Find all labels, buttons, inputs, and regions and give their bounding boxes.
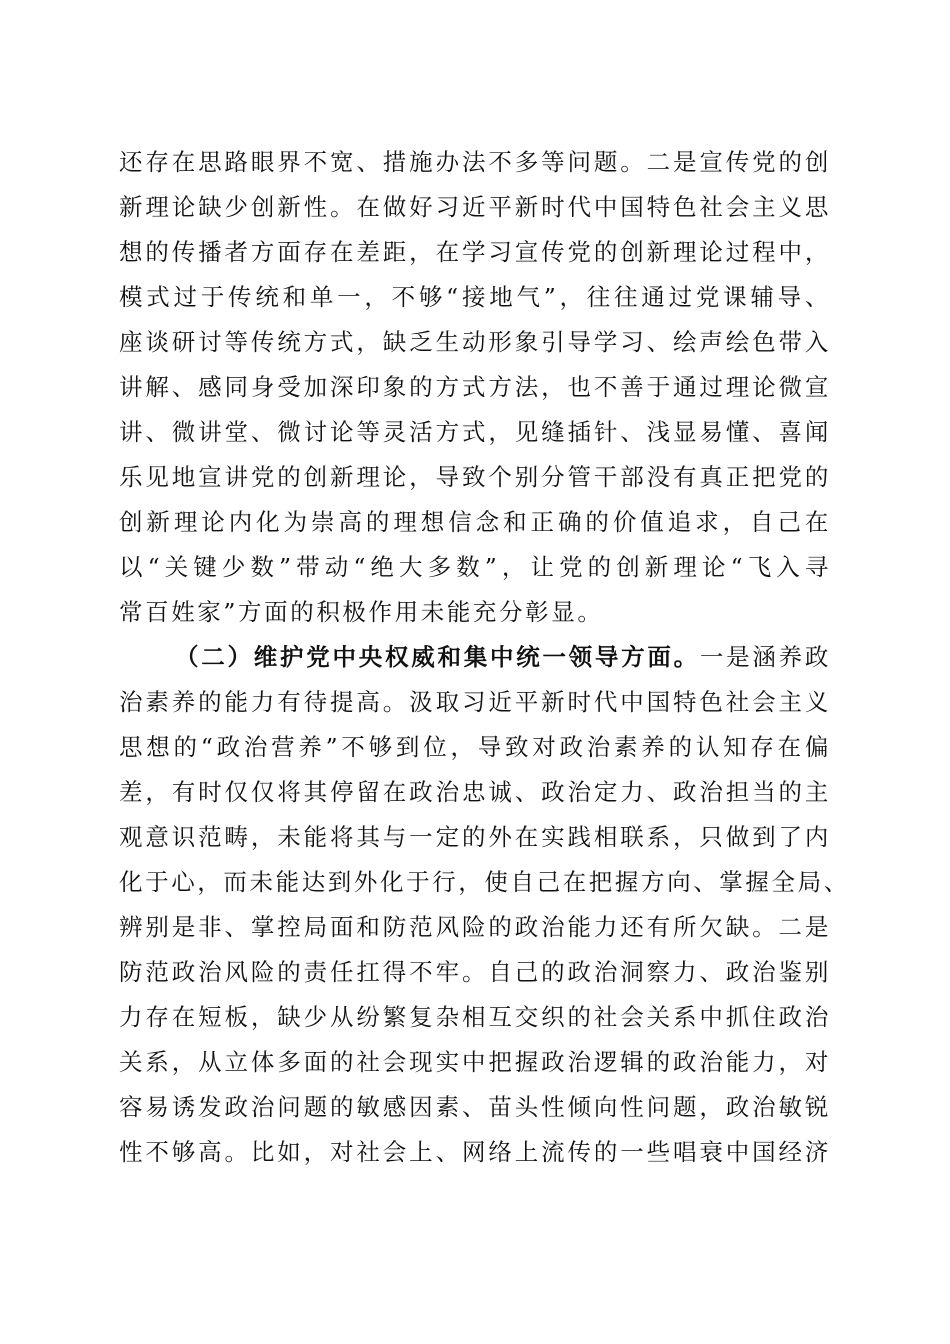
text-line: 差，有时仅仅将其停留在政治忠诚、政治定力、政治担当的主 [119, 778, 831, 806]
text-line: 关系，从立体多面的社会现实中把握政治逻辑的政治能力，对 [119, 1048, 831, 1076]
text-line: 讲、微讲堂、微讨论等灵活方式，见缝插针、浅显易懂、喜闻 [119, 418, 831, 446]
text-line: 乐见地宣讲党的创新理论，导致个别分管干部没有真正把党的 [119, 463, 831, 491]
text-line: 以“关键少数”带动“绝大多数”，让党的创新理论“飞入寻 [119, 553, 831, 581]
text-line: 力存在短板，缺少从纷繁复杂相互交织的社会关系中抓住政治 [119, 1003, 831, 1031]
text-line: 新理论缺少创新性。在做好习近平新时代中国特色社会主义思 [119, 193, 831, 221]
document-body [119, 140, 850, 1175]
text-line: 性不够高。比如，对社会上、网络上流传的一些唱衰中国经济 [119, 1138, 831, 1166]
text-line: 化于心，而未能达到外化于行，使自己在把握方向、掌握全局、 [119, 868, 850, 896]
text-line: 治素养的能力有待提高。汲取习近平新时代中国特色社会主义 [119, 688, 831, 716]
text-line: 还存在思路眼界不宽、措施办法不多等问题。二是宣传党的创 [119, 148, 831, 176]
text-line: 模式过于传统和单一，不够“接地气”，往往通过党课辅导、 [119, 283, 831, 311]
text-line: 容易诱发政治问题的敏感因素、苗头性倾向性问题，政治敏锐 [119, 1093, 831, 1121]
text-line: 想的传播者方面存在差距，在学习宣传党的创新理论过程中， [119, 238, 831, 266]
first-line-rest: 一是涵养政 [699, 643, 832, 671]
text-line: 观意识范畴，未能将其与一定的外在实践相联系，只做到了内 [119, 823, 831, 851]
text-line: 讲解、感同身受加深印象的方式方法，也不善于通过理论微宣 [119, 373, 831, 401]
text-line: 创新理论内化为崇高的理想信念和正确的价值追求，自己在 [119, 508, 831, 536]
paragraph-1 [119, 140, 831, 635]
paragraph-2-first-line [119, 635, 831, 680]
text-line: 思想的“政治营养”不够到位，导致对政治素养的认知存在偏 [119, 733, 831, 761]
section-heading: （二）维护党中央权威和集中统一领导方面。 [175, 643, 700, 671]
text-line: 座谈研讨等传统方式，缺乏生动形象引导学习、绘声绘色带入 [119, 328, 831, 356]
text-line: 防范政治风险的责任扛得不牢。自己的政治洞察力、政治鉴别 [119, 958, 831, 986]
text-line: 辨别是非、掌控局面和防范风险的政治能力还有所欠缺。二是 [119, 913, 831, 941]
text-line: 常百姓家”方面的积极作用未能充分彰显。 [119, 598, 604, 626]
paragraph-2 [119, 635, 850, 1175]
